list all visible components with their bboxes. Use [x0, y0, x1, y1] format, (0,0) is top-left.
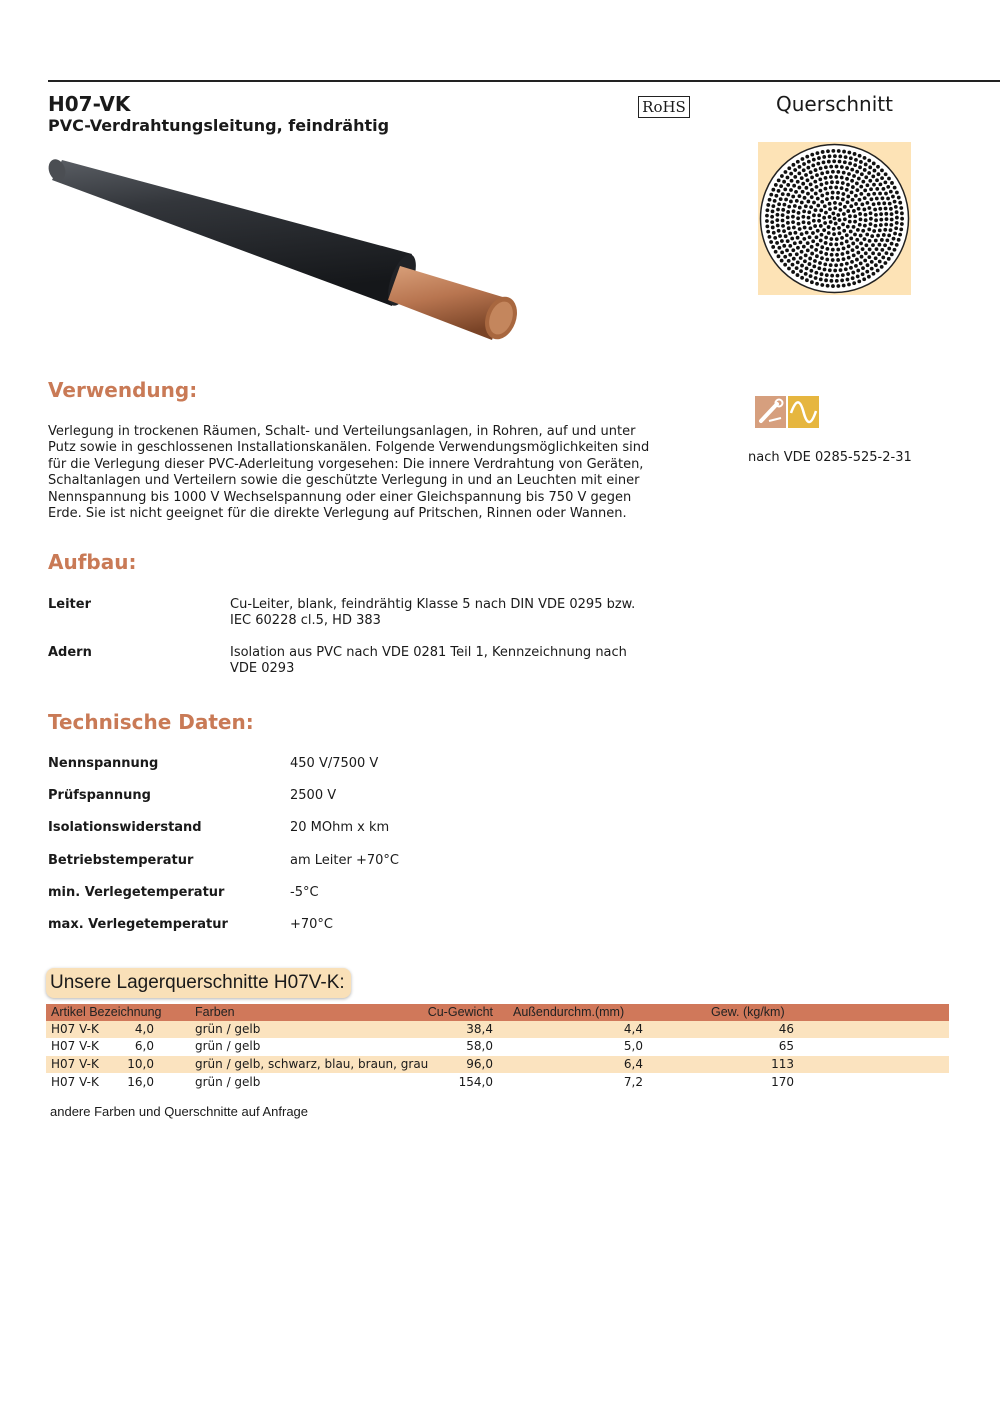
- tech-value: am Leiter +70°C: [290, 853, 399, 868]
- cable-image: [40, 150, 540, 350]
- table-row: H07 V-K 10,0 grün / gelb, schwarz, blau, braun, grau 96,0 6,4 113: [46, 1056, 949, 1073]
- aufbau-label-adern: Adern: [48, 645, 92, 660]
- lager-title: Unsere Lagerquerschnitte H07V-K:: [46, 968, 351, 998]
- aufbau-label-leiter: Leiter: [48, 597, 91, 612]
- tech-label: max. Verlegetemperatur: [48, 917, 228, 932]
- querschnitt-label: Querschnitt: [776, 92, 893, 116]
- tech-value: 2500 V: [290, 788, 337, 803]
- col-artikel: Artikel Bezeichnung: [51, 1005, 162, 1019]
- col-gewicht: Gew. (kg/km): [711, 1005, 785, 1019]
- verwendung-text: Verlegung in trockenen Räumen, Schalt- und Verteilungsanlagen, in Rohren, auf und unter Putz sowie in geschlossenen Installationskanälen. Folgende Verwendungsmöglichkeiten sind für die Verlegung dieser PVC-Aderleitung vorgesehen: Die innere Verdrahtung von Geräten, Schaltanlagen und Verteilern sowie die geschützte Verlegung in und an Leuchten mit einer Nennspannung bis 1000 V Wechselspannung oder einer Gleichspannung bis 750 V gegen Erde. Sie ist nicht geeignet für die direkte Verlegung auf Pritschen, Rinnen oder Wannen.: [48, 424, 650, 522]
- aufbau-value-adern: Isolation aus PVC nach VDE 0281 Teil 1, Kennzeichnung nach VDE 0293: [230, 645, 627, 677]
- col-farben: Farben: [195, 1005, 235, 1019]
- tech-value: -5°C: [290, 885, 319, 900]
- vde-icons: [755, 396, 819, 428]
- tech-label: Betriebstemperatur: [48, 853, 194, 868]
- col-aussendurchm: Außendurchm.(mm): [513, 1005, 625, 1019]
- verwendung-heading: Verwendung:: [48, 378, 198, 402]
- tech-label: min. Verlegetemperatur: [48, 885, 225, 900]
- col-cu-gewicht: Cu-Gewicht: [427, 1005, 493, 1019]
- table-header: [46, 1004, 949, 1021]
- vde-norm: nach VDE 0285-525-2-31: [748, 450, 912, 465]
- sine-wave-icon: [788, 396, 819, 428]
- tech-value: 450 V/7500 V: [290, 756, 379, 771]
- tech-value: +70°C: [290, 917, 334, 932]
- aufbau-value-leiter: Cu-Leiter, blank, feindrähtig Klasse 5 nach DIN VDE 0295 bzw. IEC 60228 cl.5, HD 383: [230, 597, 636, 629]
- table-row: H07 V-K 4,0 grün / gelb 38,4 4,4 46: [46, 1021, 949, 1038]
- tech-label: Prüfspannung: [48, 788, 151, 803]
- cross-section-icon: [758, 142, 911, 295]
- footnote: andere Farben und Querschnitte auf Anfrage: [50, 1104, 309, 1119]
- table-row: H07 V-K 6,0 grün / gelb 58,0 5,0 65: [51, 1039, 794, 1053]
- tech-value: 20 MOhm x km: [290, 820, 390, 835]
- tech-label: Isolationswiderstand: [48, 820, 202, 835]
- rohs-badge: RoHS: [638, 96, 690, 118]
- tool-icon: [755, 396, 786, 428]
- tech-label: Nennspannung: [48, 756, 159, 771]
- page-subtitle: PVC-Verdrahtungsleitung, feindrähtig: [48, 116, 390, 135]
- technische-heading: Technische Daten:: [48, 710, 254, 734]
- page-title: H07-VK: [48, 92, 131, 116]
- aufbau-heading: Aufbau:: [48, 550, 137, 574]
- table-row: H07 V-K 16,0 grün / gelb 154,0 7,2 170: [51, 1075, 794, 1089]
- top-rule: [48, 80, 1000, 82]
